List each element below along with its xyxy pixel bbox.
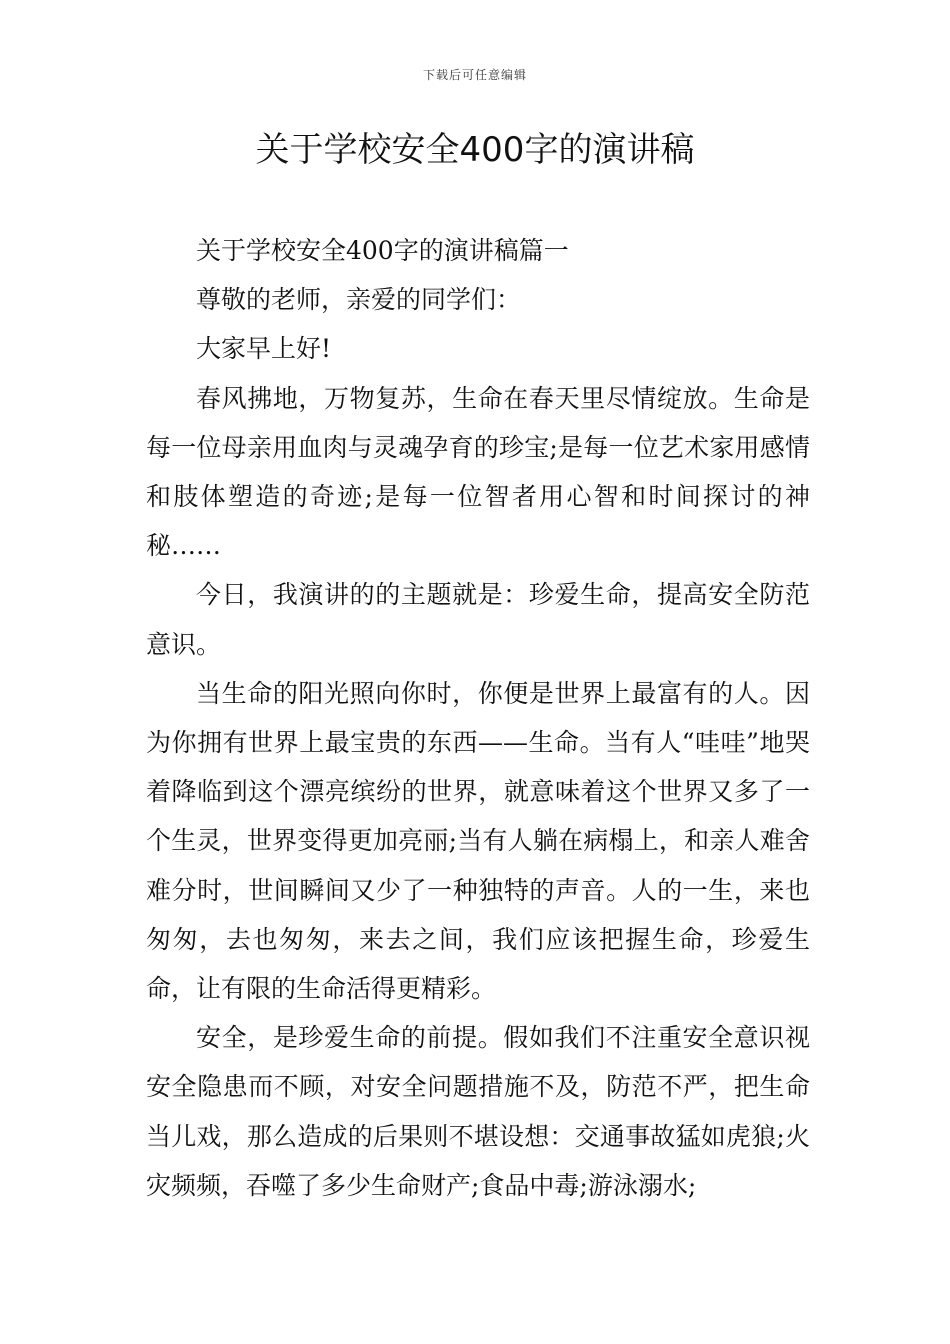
header-note: 下载后可任意编辑: [422, 68, 527, 82]
paragraph: 春风拂地，万物复苏，生命在春天里尽情绽放。生命是每一位母亲用血肉与灵魂孕育的珍宝;是每一位艺术家用感情和肢体塑造的奇迹;是每一位智者用心智和时间探讨的神秘……: [146, 383, 810, 561]
paragraph: 安全，是珍爱生命的前提。假如我们不注重安全意识视安全隐患而不顾，对安全问题措施不及，防范不严，把生命当儿戏，那么造成的后果则不堪设想：交通事故猛如虎狼;火灾频频，吞噬了多少生命财产;食品中毒;游泳溺水;: [146, 1023, 810, 1200]
document-title: 关于学校安全400字的演讲稿: [255, 130, 695, 170]
paragraph: 当生命的阳光照向你时，你便是世界上最富有的人。因为你拥有世界上最宝贵的东西——生命。当有人“哇哇”地哭着降临到这个漂亮缤纷的世界，就意味着这个世界又多了一个生灵，世界变得更加亮丽;当有人躺在病榻上，和亲人难舍难分时，世间瞬间又少了一种独特的声音。人的一生，来也匆匆，去也匆匆，来去之间，我们应该把握生命，珍爱生命，让有限的生命活得更精彩。: [146, 678, 810, 1004]
paragraph-subtitle: 关于学校安全400字的演讲稿篇一: [196, 236, 569, 265]
paragraph-salutation: 尊敬的老师，亲爱的同学们：: [196, 285, 522, 315]
paragraph: 今日，我演讲的的主题就是：珍爱生命，提高安全防范意识。: [146, 580, 810, 659]
document-body: [146, 226, 810, 1210]
paragraph-greeting: 大家早上好!: [196, 334, 332, 364]
